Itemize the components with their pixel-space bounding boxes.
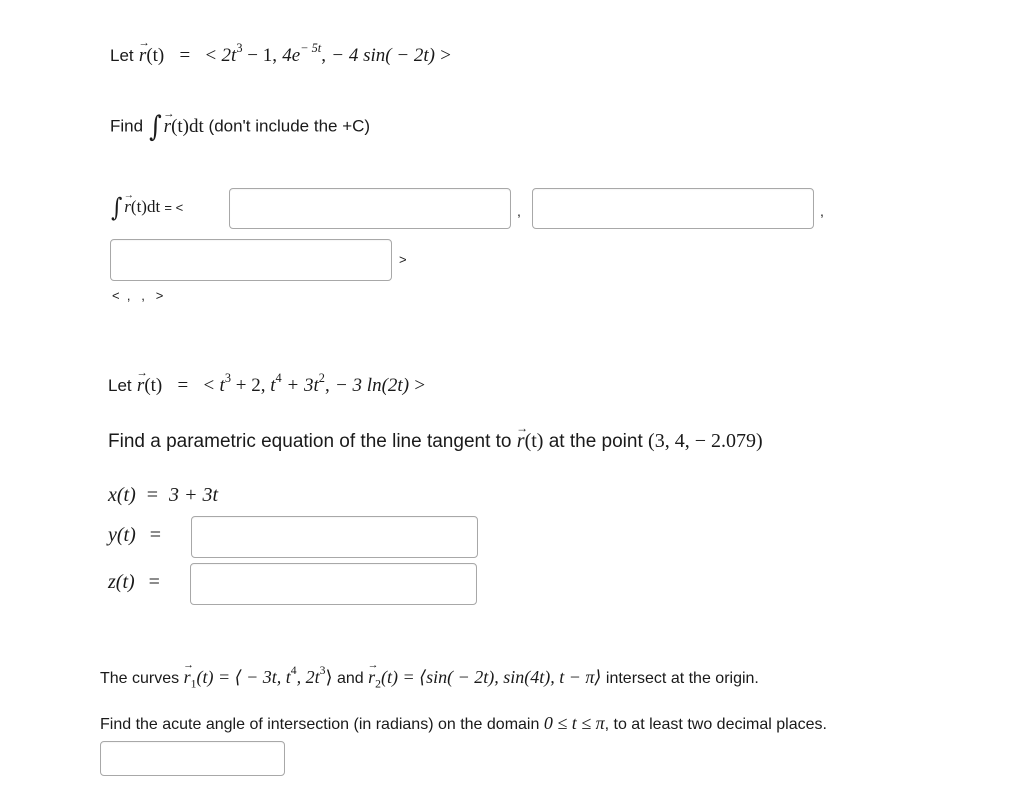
q1-open-bracket: < (205, 45, 217, 66)
q3-angle-input[interactable] (100, 741, 285, 776)
q3-domain: 0 ≤ t ≤ π (543, 713, 605, 733)
q2-point: (3, 4, − 2.079) (648, 430, 763, 452)
q2-component-2: $t^4 + 3t^2$, (270, 370, 330, 396)
q2-component-3: − 3 ln(2t) (334, 375, 410, 396)
q1-function-definition (110, 40, 451, 67)
q2-function-definition: Let r →(t) = < $t^3 + 2$, $t^4 + 3t^2$, − 3 ln(2t) > (108, 375, 425, 397)
q2-y-input[interactable] (191, 516, 478, 558)
q1-answer-equals-open: = < (164, 200, 184, 216)
q1-comma-1: , (517, 203, 521, 219)
integral-sign-icon: ∫ (110, 193, 123, 223)
q2-find-prompt: Find a parametric equation of the line tangent to r →(t) at the point (3, 4, − 2.079) (108, 430, 763, 453)
q2-y-label: y(t) = (108, 524, 162, 546)
q1-component-1-input[interactable] (229, 188, 511, 229)
q1-answer-preview: < , , > (112, 288, 164, 303)
q1-close-answer-bracket: > (399, 252, 407, 267)
q1-component-1: $2t^3 - 1$, (221, 40, 277, 66)
q1-let-label: Let (110, 46, 134, 65)
q1-vector-r: r → (139, 45, 146, 67)
q1-find-label: Find (110, 116, 144, 136)
q1-comma-2: , (820, 203, 824, 219)
q1-component-3: − 4 sin( − 2t) (331, 45, 435, 66)
q1-component-3-input[interactable] (110, 239, 392, 281)
q1-component-2: $4e^{- 5t}$, (282, 40, 326, 66)
q2-z-label: z(t) = (108, 571, 160, 593)
q1-equals: = (179, 45, 191, 66)
q2-z-input[interactable] (190, 563, 477, 605)
q2-x-label: x(t) (108, 484, 136, 506)
q3-curves-statement: The curves $r \to_1(t)$ = ⟨ − 3t, $t^4$, $2t^3⟩$ and $r \to_2(t)$ = ⟨sin( − 2t), sin(4t), t − π⟩ intersect at the origin. (100, 667, 759, 691)
q1-note: (don't include the +C) (208, 116, 371, 136)
q2-x-equation: x(t) = 3 + 3t (108, 484, 219, 506)
q1-arg: (t) (146, 45, 165, 66)
q1-find-prompt (110, 110, 370, 143)
q2-x-value: 3 + 3t (169, 484, 219, 506)
q2-let-label: Let (108, 376, 132, 395)
q1-close-bracket: > (440, 45, 451, 66)
q3-find-prompt: Find the acute angle of intersection (in radians) on the domain 0 ≤ t ≤ π, to at least two decimal places. (100, 713, 827, 733)
q1-answer-label: ∫ r →(t)dt = < (110, 193, 183, 223)
q2-component-1: $t^3 + 2$, (219, 370, 271, 396)
q1-component-2-input[interactable] (532, 188, 814, 229)
q2-vector-r: r → (137, 375, 144, 397)
integral-sign-icon: ∫ (148, 110, 162, 143)
q1-integral-expression: ∫ r →(t)dt (148, 116, 204, 137)
